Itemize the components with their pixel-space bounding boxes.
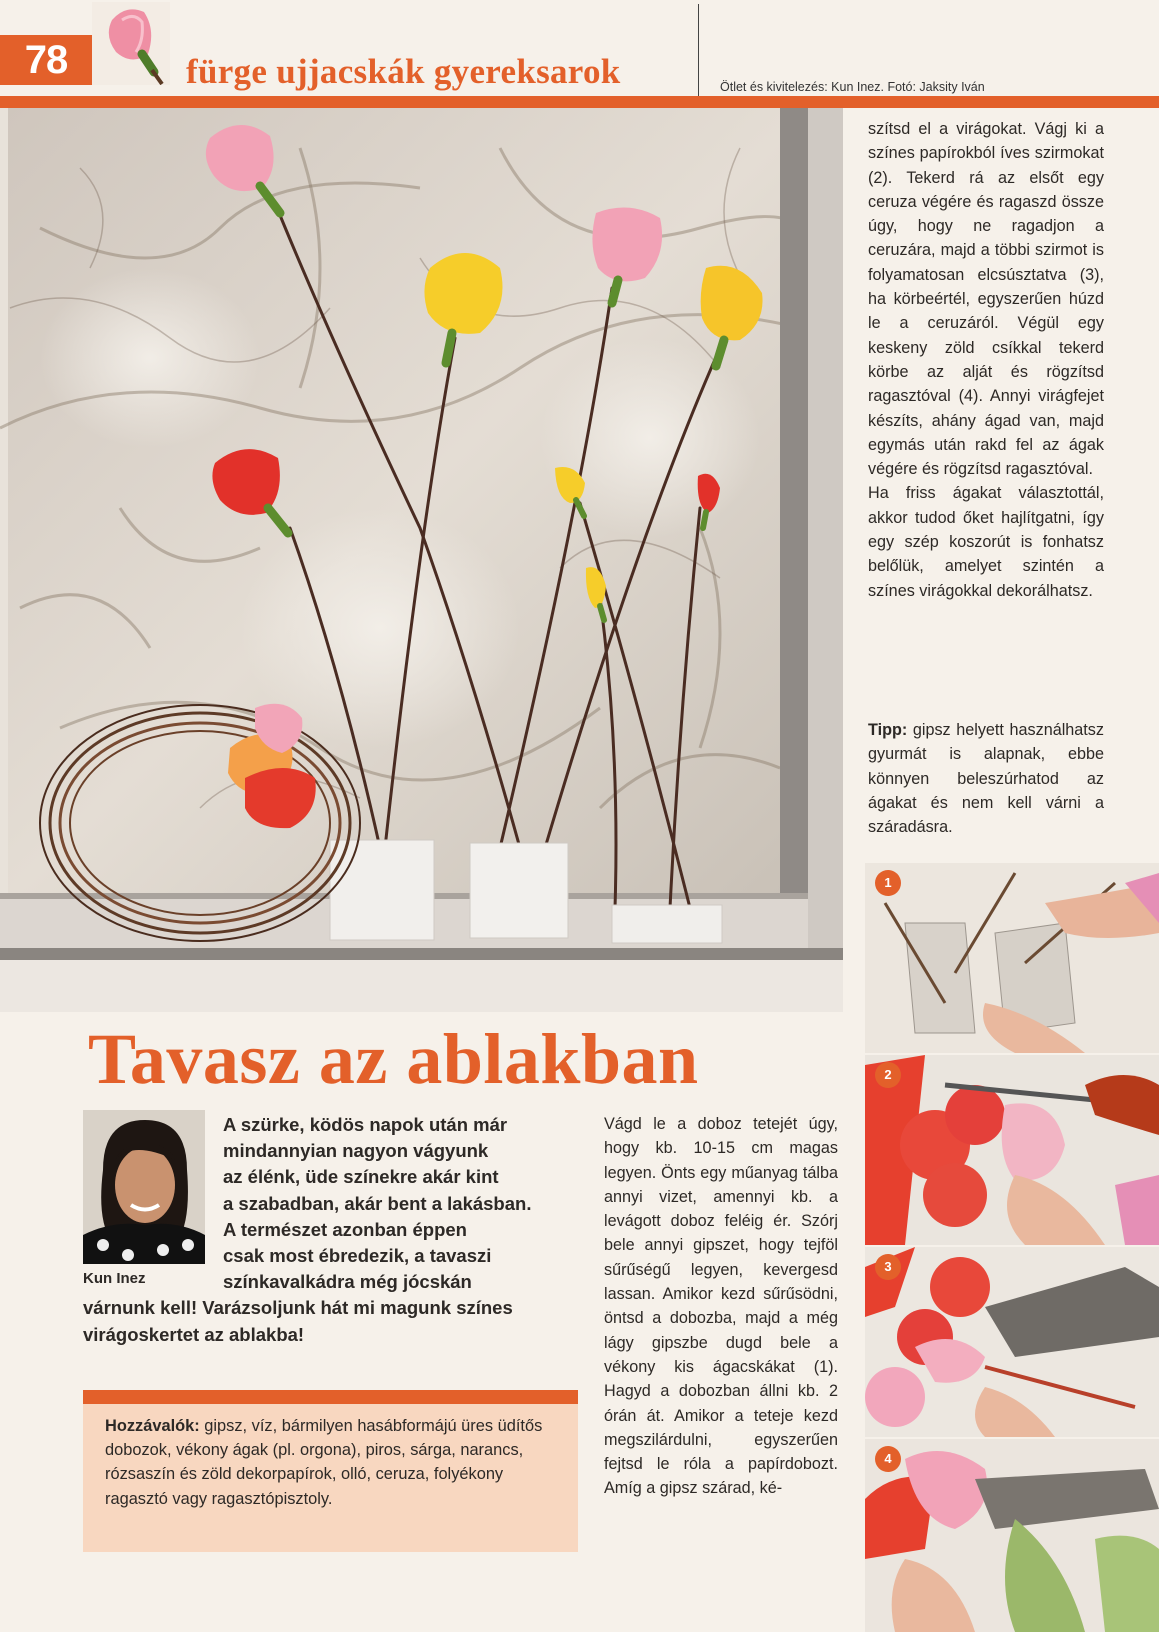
intro-line: virágoskertet az ablakba! xyxy=(83,1323,305,1345)
header-divider xyxy=(698,4,699,100)
headline: Tavasz az ablakban xyxy=(88,1019,699,1099)
intro-line: az élénk, üde színekre akár kint xyxy=(223,1166,499,1188)
step-1-photo xyxy=(865,863,1159,1053)
credits: Ötlet és kivitelezés: Kun Inez. Fotó: Jaksity Iván xyxy=(720,80,985,94)
intro-line: színkavalkádra még jócskán xyxy=(223,1271,472,1293)
intro-line: A természet azonban éppen xyxy=(223,1218,467,1240)
intro-paragraph xyxy=(83,1112,583,1348)
pink-flower-thumbnail xyxy=(92,2,170,85)
step-4-badge: 4 xyxy=(875,1446,901,1472)
header-rule xyxy=(0,96,1159,108)
author-name: Kun Inez xyxy=(83,1270,146,1287)
ingredients-text: gipsz, víz, bármilyen hasábformájú üres üdítős dobozok, vékony ágak (pl. orgona), piros, sárga, narancs, rózsaszín és zöld dekorpapírok, olló, ceruza, folyékony ragasztó vagy ragasztópisztoly. xyxy=(105,1417,543,1508)
step-2-badge: 2 xyxy=(875,1062,901,1088)
tip-label: Tipp: xyxy=(868,721,908,739)
page-number: 78 xyxy=(24,38,68,82)
right-paragraph-2: Ha friss ágakat választottál, akkor tudod őket hajlítgatni, így egy szép koszorút is fonhatsz belőlük, amelyet szintén a színes virágokkal dekorálhatsz. xyxy=(868,484,1104,600)
right-paragraph-1: szítsd el a virágokat. Vágj ki a színes papírokból íves szirmokat (2). Tekerd rá az elsőt egy ceruza végére és ragaszd össze úgy, hogy ne ragadjon a ceruzára, majd a többi szirmot is folyamatosan elcsúsztatva (3), ha körbeértél, egyszerűen húzd le a ceruzáról. Végül egy keskeny zöld csíkkal tekerd körbe az alját és rögzítsd ragasztóval (4). Annyi virágfejet készíts, ahány ágad van, majd egymás után rakd fel az ágak végére és rögzítsd ragasztóval. xyxy=(868,120,1104,479)
step-2-photo xyxy=(865,1055,1159,1245)
window-flowers-photo xyxy=(0,108,843,1012)
intro-line: a szabadban, akár bent a lakásban. xyxy=(223,1192,532,1214)
tip-text: gipsz helyett használhatsz gyurmát is alapnak, ebbe könnyen beleszúrhatod az ágakat és nem kell várni a száradásra. xyxy=(868,721,1104,837)
ingredients-label: Hozzávalók: xyxy=(105,1417,200,1435)
middle-column-text: Vágd le a doboz tetejét úgy, hogy kb. 10-15 cm magas legyen. Önts egy műanyag tálba annyi vizet, amennyi kb. a levágott doboz feléig ér. Szórj bele annyi gipszet, hogy tejföl sűrűségű legyen, kevergesd lassan. Amikor kezd sűrűsödni, öntsd a dobozba, majd a még lágy gipszbe dugd bele a vékony kis ágacskákat (1). Hagyd a dobozban állni kb. 2 órán át. Amikor a teteje kezd megszilárdulni, egyszerűen fejtsd le róla a papírdobozt. Amíg a gipsz szárad, ké- xyxy=(604,1115,838,1498)
intro-line: csak most ébredezik, a tavaszi xyxy=(223,1245,492,1267)
intro-line: A szürke, ködös napok után már xyxy=(223,1114,508,1135)
right-column-text xyxy=(868,117,1104,603)
step-3-badge: 3 xyxy=(875,1254,901,1280)
section-title: fürge ujjacskák gyereksarok xyxy=(186,52,621,91)
step-4-photo xyxy=(865,1439,1159,1632)
step-1-badge: 1 xyxy=(875,870,901,896)
tip-box xyxy=(868,718,1104,839)
step-3-photo xyxy=(865,1247,1159,1437)
ingredients-box xyxy=(83,1404,578,1552)
intro-line: várnunk kell! Varázsoljunk hát mi magunk színes xyxy=(83,1297,513,1319)
intro-line: mindannyian nagyon vágyunk xyxy=(223,1140,489,1162)
ingredients-bar xyxy=(83,1390,578,1404)
